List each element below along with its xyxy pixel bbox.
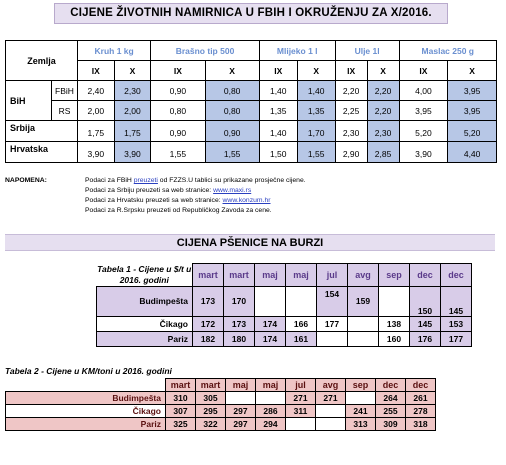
note-line — [85, 187, 251, 194]
price-cell: 2,00 — [114, 101, 151, 121]
country-hrvatska: Hrvatska — [6, 142, 78, 163]
value-cell: 182 — [193, 331, 224, 346]
month-header: jul — [286, 379, 316, 392]
price-cell: 1,35 — [259, 101, 297, 121]
price-cell: 1,40 — [259, 121, 297, 142]
price-cell: 2,20 — [367, 101, 399, 121]
price-cell: 4,40 — [448, 142, 497, 163]
value-cell: 307 — [166, 405, 196, 418]
month-header: mart — [196, 379, 226, 392]
value-cell: 170 — [224, 286, 255, 316]
product-header: Mlijeko 1 l — [259, 41, 335, 61]
month-header: X — [114, 61, 151, 81]
month-header: X — [297, 61, 335, 81]
price-cell: 3,90 — [78, 142, 115, 163]
value-cell: 305 — [196, 392, 226, 405]
value-cell: 177 — [317, 316, 348, 331]
row-label: Budimpešta — [6, 392, 166, 405]
value-cell — [286, 286, 317, 316]
value-cell: 278 — [406, 405, 436, 418]
month-header: maj — [256, 379, 286, 392]
price-cell: 2,20 — [335, 81, 367, 101]
row-label: Budimpešta — [97, 286, 193, 316]
value-cell: 313 — [346, 418, 376, 431]
blank-corner — [6, 379, 166, 392]
month-header: IX — [335, 61, 367, 81]
value-cell: 297 — [226, 405, 256, 418]
note-text: Podaci za FBiH — [85, 177, 134, 184]
price-cell: 0,90 — [151, 121, 205, 142]
row-label: Pariz — [97, 331, 193, 346]
value-cell: 173 — [224, 316, 255, 331]
month-header: mart — [224, 264, 255, 287]
value-cell: 153 — [441, 316, 472, 331]
value-cell: 174 — [255, 316, 286, 331]
country-header: Zemlja — [6, 41, 78, 81]
month-header: maj — [286, 264, 317, 287]
price-cell: 1,40 — [259, 81, 297, 101]
month-header: avg — [348, 264, 379, 287]
price-cell: 2,25 — [335, 101, 367, 121]
value-cell — [316, 418, 346, 431]
value-cell — [379, 286, 410, 316]
note-link: preuzeti — [133, 177, 158, 184]
value-cell — [346, 392, 376, 405]
row-label: Pariz — [6, 418, 166, 431]
month-header: dec — [376, 379, 406, 392]
value-cell: 294 — [256, 418, 286, 431]
month-header: jul — [317, 264, 348, 287]
value-cell: 173 — [193, 286, 224, 316]
value-cell: 311 — [286, 405, 316, 418]
price-cell: 2,30 — [114, 81, 151, 101]
month-header: X — [448, 61, 497, 81]
value-cell: 241 — [346, 405, 376, 418]
value-cell: 150 — [410, 286, 441, 316]
row-label: Čikago — [97, 316, 193, 331]
entity-fbih: FBiH — [52, 81, 78, 101]
month-header: dec — [410, 264, 441, 287]
month-header: dec — [406, 379, 436, 392]
note-text: Podaci za Srbiju preuzeti sa web stranice: — [85, 187, 214, 194]
price-cell: 3,90 — [399, 142, 448, 163]
price-cell: 1,70 — [297, 121, 335, 142]
price-cell: 0,90 — [151, 81, 205, 101]
price-cell: 3,95 — [448, 81, 497, 101]
price-cell: 1,55 — [297, 142, 335, 163]
section-title: CIJENA PŠENICE NA BURZI — [5, 234, 495, 251]
value-cell — [256, 392, 286, 405]
month-header: X — [367, 61, 399, 81]
value-cell: 325 — [166, 418, 196, 431]
value-cell: 180 — [224, 331, 255, 346]
price-cell: 3,95 — [448, 101, 497, 121]
wheat-km-table — [5, 378, 436, 431]
note-line — [85, 197, 271, 204]
month-header: IX — [259, 61, 297, 81]
value-cell: 286 — [256, 405, 286, 418]
row-label: Čikago — [6, 405, 166, 418]
value-cell: 264 — [376, 392, 406, 405]
notes-label: NAPOMENA: — [5, 177, 47, 184]
month-header: IX — [399, 61, 448, 81]
value-cell — [286, 418, 316, 431]
note-line — [85, 177, 306, 184]
price-cell: 1,75 — [114, 121, 151, 142]
country-srbija: Srbija — [6, 121, 78, 142]
table-caption: Tabela 1 - Cijene u $/t u 2016. godini — [97, 263, 192, 285]
value-cell: 145 — [441, 286, 472, 316]
value-cell: 322 — [196, 418, 226, 431]
page-title: CIJENE ŽIVOTNIH NAMIRNICA U FBIH I OKRUŽENJU ZA X/2016. — [54, 3, 448, 24]
value-cell — [317, 331, 348, 346]
product-header: Maslac 250 g — [399, 41, 496, 61]
note-line: Podaci za R.Srpsku preuzeti od Republičkog Zavoda za cene. — [85, 207, 272, 214]
month-header: IX — [78, 61, 115, 81]
month-header: maj — [255, 264, 286, 287]
product-header: Brašno tip 500 — [151, 41, 260, 61]
month-header: sep — [379, 264, 410, 287]
month-header: mart — [166, 379, 196, 392]
price-cell: 1,55 — [205, 142, 259, 163]
price-cell: 5,20 — [448, 121, 497, 142]
price-cell: 0,80 — [205, 101, 259, 121]
value-cell — [348, 316, 379, 331]
value-cell: 271 — [286, 392, 316, 405]
price-cell: 3,95 — [399, 101, 448, 121]
price-cell: 2,20 — [367, 81, 399, 101]
price-cell: 2,85 — [367, 142, 399, 163]
value-cell: 145 — [410, 316, 441, 331]
value-cell: 271 — [316, 392, 346, 405]
price-cell: 5,20 — [399, 121, 448, 142]
value-cell: 159 — [348, 286, 379, 316]
value-cell: 160 — [379, 331, 410, 346]
value-cell: 255 — [376, 405, 406, 418]
value-cell: 295 — [196, 405, 226, 418]
month-header: IX — [151, 61, 205, 81]
konzum-link[interactable]: www.konzum.hr — [222, 197, 271, 204]
price-cell: 1,75 — [78, 121, 115, 142]
note-text: Podaci za Hrvatsku preuzeti sa web stranice: — [85, 197, 223, 204]
price-cell: 1,40 — [297, 81, 335, 101]
month-header: avg — [316, 379, 346, 392]
entity-rs: RS — [52, 101, 78, 121]
food-prices-table — [5, 40, 497, 163]
value-cell — [255, 286, 286, 316]
value-cell: 309 — [376, 418, 406, 431]
price-cell: 1,35 — [297, 101, 335, 121]
value-cell — [316, 405, 346, 418]
value-cell: 161 — [286, 331, 317, 346]
price-cell: 0,90 — [205, 121, 259, 142]
value-cell: 261 — [406, 392, 436, 405]
month-header: sep — [346, 379, 376, 392]
value-cell: 172 — [193, 316, 224, 331]
value-cell: 310 — [166, 392, 196, 405]
price-cell: 1,50 — [259, 142, 297, 163]
value-cell — [226, 392, 256, 405]
month-header: maj — [226, 379, 256, 392]
price-cell: 4,00 — [399, 81, 448, 101]
value-cell: 174 — [255, 331, 286, 346]
price-cell: 2,30 — [335, 121, 367, 142]
maxi-link[interactable]: www.maxi.rs — [213, 187, 252, 194]
country-bih: BiH — [6, 81, 52, 121]
price-cell: 0,80 — [151, 101, 205, 121]
wheat-usd-table — [96, 263, 472, 347]
price-cell: 2,30 — [367, 121, 399, 142]
product-header: Kruh 1 kg — [78, 41, 151, 61]
month-header: dec — [441, 264, 472, 287]
value-cell: 176 — [410, 331, 441, 346]
price-cell: 0,80 — [205, 81, 259, 101]
price-cell: 1,55 — [151, 142, 205, 163]
value-cell: 318 — [406, 418, 436, 431]
value-cell: 154 — [317, 286, 348, 316]
product-header: Ulje 1l — [335, 41, 399, 61]
price-cell: 2,00 — [78, 101, 115, 121]
value-cell — [348, 331, 379, 346]
value-cell: 166 — [286, 316, 317, 331]
price-cell: 2,40 — [78, 81, 115, 101]
month-header: X — [205, 61, 259, 81]
price-cell: 3,90 — [114, 142, 151, 163]
note-text: od FZZS.U tablici su prikazane prosječne cijene. — [157, 177, 306, 184]
table-caption: Tabela 2 - Cijene u KM/toni u 2016. godini — [5, 366, 172, 376]
value-cell: 177 — [441, 331, 472, 346]
value-cell: 297 — [226, 418, 256, 431]
month-header: mart — [193, 264, 224, 287]
value-cell: 138 — [379, 316, 410, 331]
price-cell: 2,90 — [335, 142, 367, 163]
